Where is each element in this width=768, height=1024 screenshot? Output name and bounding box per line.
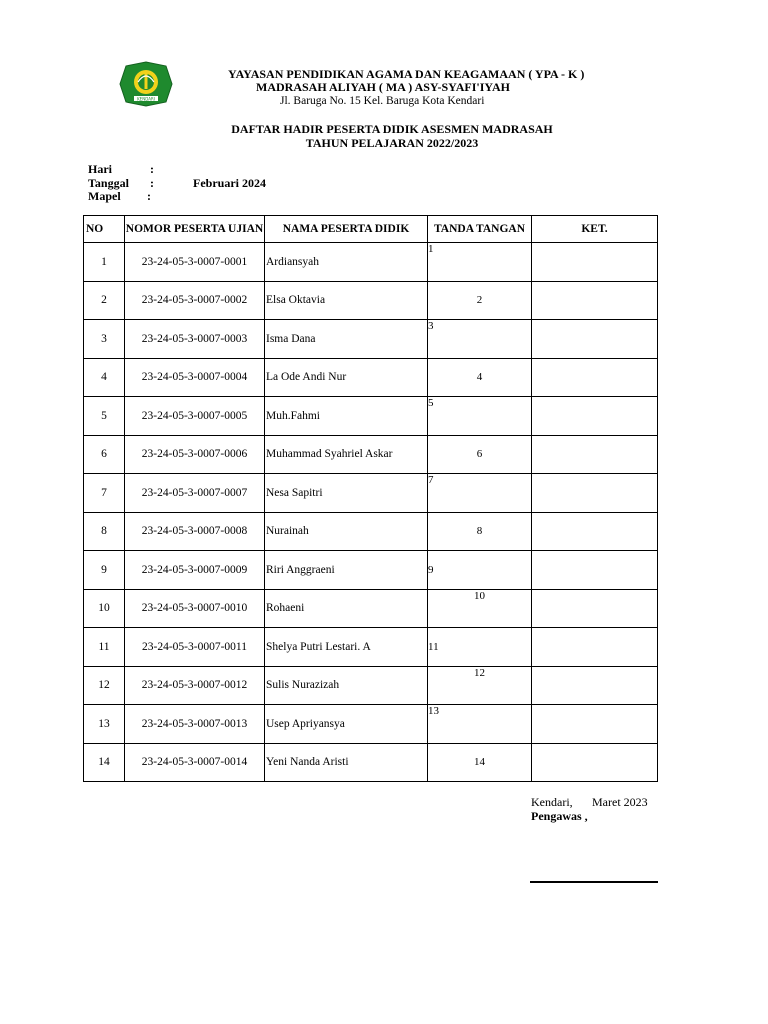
header-nama-peserta: NAMA PESERTA DIDIK: [265, 216, 428, 243]
row-no: 13: [84, 705, 125, 744]
row-keterangan-cell[interactable]: [532, 705, 658, 744]
row-signature-cell[interactable]: [428, 397, 532, 436]
row-signature-cell[interactable]: [428, 512, 532, 551]
row-signature-number: 12: [474, 666, 485, 679]
table-row: [84, 589, 658, 628]
row-signature-number: 13: [428, 705, 439, 717]
hari-label: Hari: [88, 162, 112, 176]
row-nomor-peserta: 23-24-05-3-0007-0011: [125, 628, 265, 667]
row-nama-peserta: Riri Anggraeni: [265, 551, 428, 590]
footer-city: Kendari,: [531, 795, 573, 809]
row-no: 1: [84, 243, 125, 282]
row-signature-cell[interactable]: [428, 589, 532, 628]
header-tanda-tangan: TANDA TANGAN: [428, 216, 532, 243]
row-signature-number: 11: [428, 640, 439, 653]
row-no: 10: [84, 589, 125, 628]
table-row: [84, 320, 658, 359]
header-keterangan: KET.: [532, 216, 658, 243]
row-signature-cell[interactable]: [428, 435, 532, 474]
row-signature-cell[interactable]: [428, 705, 532, 744]
mapel-label: Mapel: [88, 189, 121, 203]
row-keterangan-cell[interactable]: [532, 243, 658, 282]
row-nama-peserta: Nesa Sapitri: [265, 474, 428, 513]
row-keterangan-cell[interactable]: [532, 666, 658, 705]
row-signature-cell[interactable]: [428, 320, 532, 359]
row-no: 4: [84, 358, 125, 397]
row-nomor-peserta: 23-24-05-3-0007-0008: [125, 512, 265, 551]
row-keterangan-cell[interactable]: [532, 281, 658, 320]
row-keterangan-cell[interactable]: [532, 512, 658, 551]
row-nomor-peserta: 23-24-05-3-0007-0012: [125, 666, 265, 705]
row-nomor-peserta: 23-24-05-3-0007-0004: [125, 358, 265, 397]
row-nama-peserta: Nurainah: [265, 512, 428, 551]
row-keterangan-cell[interactable]: [532, 474, 658, 513]
row-no: 11: [84, 628, 125, 667]
row-nama-peserta: La Ode Andi Nur: [265, 358, 428, 397]
hari-colon: :: [150, 162, 154, 176]
row-nomor-peserta: 23-24-05-3-0007-0002: [125, 281, 265, 320]
row-nama-peserta: Ardiansyah: [265, 243, 428, 282]
table-row: [84, 397, 658, 436]
row-no: 6: [84, 435, 125, 474]
school-logo-icon: [114, 60, 178, 108]
table-row: [84, 551, 658, 590]
table-row: [84, 705, 658, 744]
footer-date: Maret 2023: [592, 795, 648, 809]
row-nomor-peserta: 23-24-05-3-0007-0005: [125, 397, 265, 436]
row-nomor-peserta: 23-24-05-3-0007-0006: [125, 435, 265, 474]
row-no: 8: [84, 512, 125, 551]
table-row: [84, 743, 658, 782]
row-keterangan-cell[interactable]: [532, 551, 658, 590]
row-signature-number: 3: [428, 320, 434, 332]
row-keterangan-cell[interactable]: [532, 358, 658, 397]
row-signature-cell[interactable]: [428, 474, 532, 513]
row-signature-number: 9: [428, 563, 434, 576]
tanggal-colon: :: [150, 176, 154, 190]
foundation-name: YAYASAN PENDIDIKAN AGAMA DAN KEAGAMAAN ( YPA - K ): [228, 67, 585, 81]
row-signature-cell[interactable]: [428, 243, 532, 282]
footer-supervisor-label: Pengawas ,: [531, 809, 588, 823]
row-nomor-peserta: 23-24-05-3-0007-0010: [125, 589, 265, 628]
row-signature-number: 4: [476, 371, 483, 384]
row-keterangan-cell[interactable]: [532, 743, 658, 782]
row-signature-number: 2: [476, 294, 483, 307]
row-keterangan-cell[interactable]: [532, 397, 658, 436]
row-nama-peserta: Muh.Fahmi: [265, 397, 428, 436]
row-signature-number: 14: [474, 756, 485, 769]
row-no: 12: [84, 666, 125, 705]
document-subtitle: TAHUN PELAJARAN 2022/2023: [305, 136, 479, 150]
row-nomor-peserta: 23-24-05-3-0007-0013: [125, 705, 265, 744]
row-no: 5: [84, 397, 125, 436]
table-row: [84, 435, 658, 474]
signature-line: [530, 881, 658, 883]
row-nama-peserta: Muhammad Syahriel Askar: [265, 435, 428, 474]
row-nomor-peserta: 23-24-05-3-0007-0007: [125, 474, 265, 513]
row-nama-peserta: Rohaeni: [265, 589, 428, 628]
row-signature-number: 7: [428, 474, 434, 486]
row-no: 7: [84, 474, 125, 513]
attendance-table: [83, 215, 658, 782]
row-signature-cell[interactable]: [428, 628, 532, 667]
document-title: DAFTAR HADIR PESERTA DIDIK ASESMEN MADRASAH: [231, 122, 553, 136]
row-no: 14: [84, 743, 125, 782]
row-nama-peserta: Sulis Nurazizah: [265, 666, 428, 705]
row-no: 3: [84, 320, 125, 359]
row-signature-number: 8: [476, 525, 483, 538]
row-signature-number: 6: [476, 448, 483, 461]
school-name: MADRASAH ALIYAH ( MA ) ASY-SYAFI'IYAH: [256, 80, 510, 94]
table-row: [84, 358, 658, 397]
table-header-row: [84, 216, 658, 243]
row-nama-peserta: Isma Dana: [265, 320, 428, 359]
row-signature-cell[interactable]: [428, 358, 532, 397]
tanggal-label: Tanggal: [88, 176, 129, 190]
header-nomor-peserta: NOMOR PESERTA UJIAN: [125, 216, 265, 243]
row-signature-number: 10: [474, 589, 485, 602]
row-keterangan-cell[interactable]: [532, 589, 658, 628]
table-row: [84, 512, 658, 551]
row-signature-cell[interactable]: [428, 666, 532, 705]
row-nama-peserta: Yeni Nanda Aristi: [265, 743, 428, 782]
logo-caption: KENDARI: [137, 96, 155, 102]
row-signature-cell[interactable]: [428, 281, 532, 320]
row-no: 2: [84, 281, 125, 320]
row-nama-peserta: Usep Apriyansya: [265, 705, 428, 744]
row-signature-cell[interactable]: [428, 551, 532, 590]
table-row: [84, 474, 658, 513]
row-nomor-peserta: 23-24-05-3-0007-0003: [125, 320, 265, 359]
row-nama-peserta: Shelya Putri Lestari. A: [265, 628, 428, 667]
row-keterangan-cell[interactable]: [532, 628, 658, 667]
row-signature-cell[interactable]: [428, 743, 532, 782]
row-nomor-peserta: 23-24-05-3-0007-0014: [125, 743, 265, 782]
row-keterangan-cell[interactable]: [532, 320, 658, 359]
row-nomor-peserta: 23-24-05-3-0007-0001: [125, 243, 265, 282]
tanggal-value: Februari 2024: [193, 176, 266, 190]
header-no: NO: [84, 216, 125, 243]
row-signature-number: 5: [428, 397, 434, 409]
table-row: [84, 666, 658, 705]
mapel-colon: :: [147, 189, 151, 203]
table-row: [84, 243, 658, 282]
row-nomor-peserta: 23-24-05-3-0007-0009: [125, 551, 265, 590]
row-no: 9: [84, 551, 125, 590]
table-row: [84, 628, 658, 667]
table-row: [84, 281, 658, 320]
row-signature-number: 1: [428, 243, 434, 255]
row-keterangan-cell[interactable]: [532, 435, 658, 474]
row-nama-peserta: Elsa Oktavia: [265, 281, 428, 320]
school-address: Jl. Baruga No. 15 Kel. Baruga Kota Kendari: [280, 95, 485, 107]
